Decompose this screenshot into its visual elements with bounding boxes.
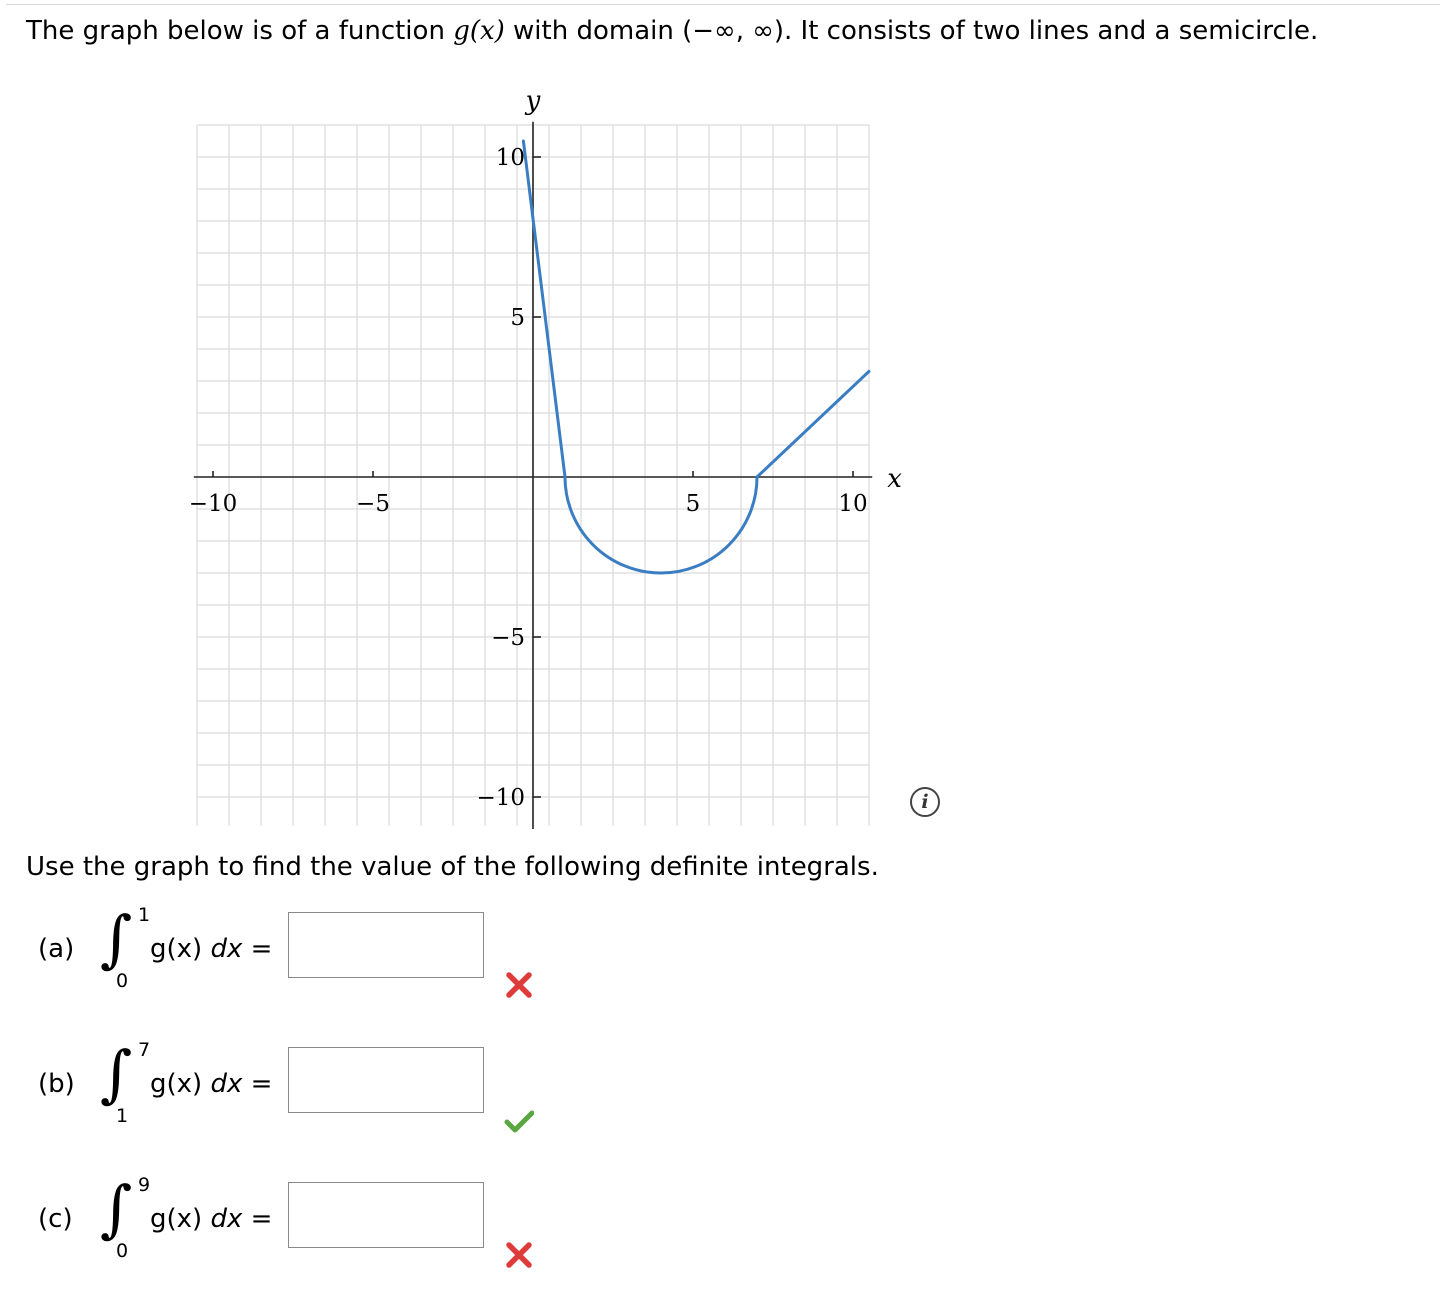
integral-problem xyxy=(38,902,598,1022)
equals-sign: = xyxy=(250,1069,273,1099)
cross-icon xyxy=(504,1240,534,1270)
upper-limit: 1 xyxy=(138,904,151,926)
answer-input[interactable] xyxy=(288,1047,484,1113)
y-tick-label: −10 xyxy=(476,785,525,811)
integral-problem xyxy=(38,1037,598,1157)
lower-limit: 1 xyxy=(116,1105,129,1127)
curve-semicircle xyxy=(565,477,757,573)
x-axis-label: x xyxy=(887,464,902,494)
curve-line-left xyxy=(523,141,565,477)
problem-label: (b) xyxy=(38,1069,75,1099)
integral-sign: ∫ xyxy=(100,902,133,975)
integral-prompt: Use the graph to find the value of the following definite integrals. xyxy=(26,852,879,882)
equals-sign: = xyxy=(250,1204,273,1234)
x-tick-label: 10 xyxy=(838,491,868,517)
integrand-expression xyxy=(150,1204,272,1234)
x-tick-label: −10 xyxy=(188,491,238,517)
x-tick-label: −5 xyxy=(356,491,390,517)
equals-sign: = xyxy=(250,934,273,964)
integrand: g(x) xyxy=(150,934,203,964)
function-graph xyxy=(150,90,910,830)
answer-input[interactable] xyxy=(288,1182,484,1248)
y-axis-label: y xyxy=(525,90,541,116)
integrand-expression xyxy=(150,1069,272,1099)
differential: dx xyxy=(210,1204,243,1234)
answer-input[interactable] xyxy=(288,912,484,978)
integral-sign: ∫ xyxy=(100,1037,133,1110)
cross-icon xyxy=(504,970,534,1000)
y-tick-label: 10 xyxy=(495,145,525,171)
problem-label: (a) xyxy=(38,934,75,964)
integrand: g(x) xyxy=(150,1069,203,1099)
question-intro: The graph below is of a function g(x) with domain (−∞, ∞). It consists of two lines and a semicircle. xyxy=(26,16,1319,46)
top-divider xyxy=(6,4,1440,5)
y-tick-label: −5 xyxy=(491,625,525,651)
integrand: g(x) xyxy=(150,1204,203,1234)
problem-label: (c) xyxy=(38,1204,73,1234)
function-name: g(x) xyxy=(453,16,505,46)
lower-limit: 0 xyxy=(116,1240,129,1262)
integral-problem xyxy=(38,1172,598,1292)
integral-sign: ∫ xyxy=(100,1172,133,1245)
differential: dx xyxy=(210,1069,243,1099)
check-icon xyxy=(504,1105,534,1135)
upper-limit: 7 xyxy=(138,1039,151,1061)
x-tick-label: 5 xyxy=(685,491,701,517)
y-tick-label: 5 xyxy=(510,305,525,331)
integrand-expression xyxy=(150,934,272,964)
info-icon[interactable]: i xyxy=(910,787,940,817)
differential: dx xyxy=(210,934,243,964)
curve-line-right xyxy=(757,371,869,477)
upper-limit: 9 xyxy=(138,1174,151,1196)
lower-limit: 0 xyxy=(116,970,129,992)
